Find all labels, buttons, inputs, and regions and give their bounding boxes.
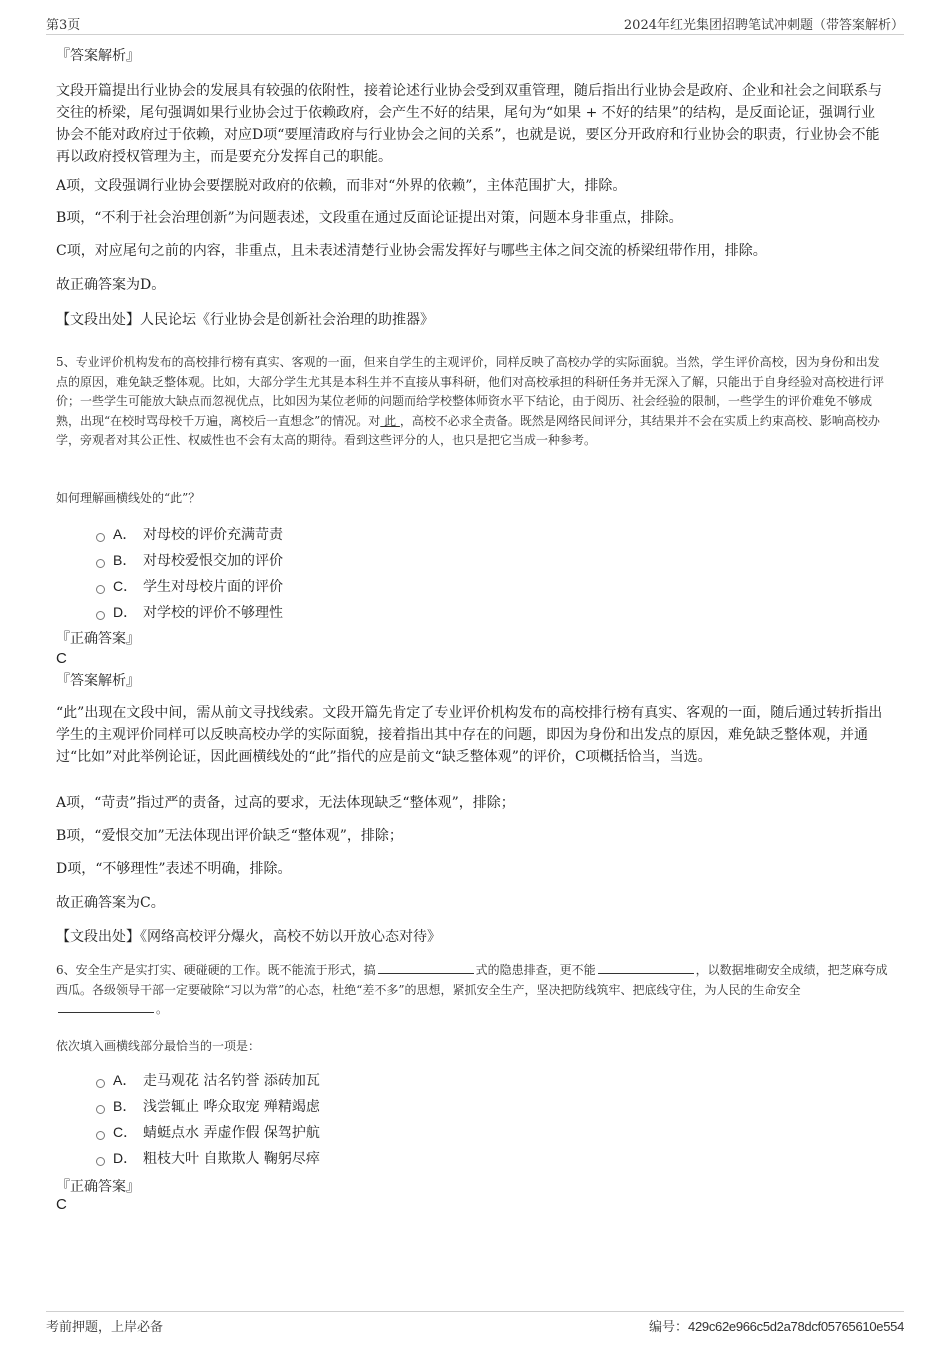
page-footer [46, 1311, 904, 1336]
radio-icon[interactable] [96, 1079, 105, 1088]
radio-icon[interactable] [96, 1105, 105, 1114]
q5-analysis-paragraph: “此”出现在文段中间，需从前文寻找线索。文段开篇先肯定了专业评价机构发布的高校排行榜有真实、客观的一面，随后通过转折指出学生的主观评价同样可以反映高校办学的实际面貌，接着指出其中存在的问题，即因为身份和出发点的原因，难免缺乏整体观，并通过“比如”对此举例论证，因此画横线处的“此”指代的应是前文“缺乏整体观”的评价，C项概括恰当，当选。 [56, 705, 883, 765]
q5-correct-label: 『正确答案』 [56, 631, 140, 647]
q5-options [96, 521, 796, 625]
q6-option-c[interactable]: C． 蜻蜓点水 弄虚作假 保驾护航 [96, 1119, 796, 1145]
fill-blank [58, 1000, 154, 1013]
footer-slogan: 考前押题，上岸必备 [46, 1320, 164, 1335]
q6-correct-answer: C [56, 1196, 67, 1213]
q5-option-c[interactable]: C． 学生对母校片面的评价 [96, 573, 796, 599]
document-code-value: 429c62e966c5d2a78dcf05765610e554 [688, 1319, 904, 1334]
fill-blank [598, 961, 694, 974]
q4-analysis-paragraph: 文段开篇提出行业协会的发展具有较强的依附性，接着论述行业协会受到双重管理，随后指出行业协会是政府、企业和社会之间联系与交往的桥梁，尾句强调如果行业协会过于依赖政府，会产生不好的结果，尾句为“如果 + 不好的结果”的结构，是反面论证，强调行业协会不能对政府过于依赖，对应D项“要厘清政府与行业协会之间的关系”，也就是说，要区分开政府和行业协会的职责，行业协会不能再以政府授权管理为主，而是要充分发挥自己的职能。 [56, 83, 882, 165]
q5-stem [56, 353, 888, 451]
q6-question: 依次填入画横线部分最恰当的一项是： [56, 1039, 261, 1053]
q6-option-d[interactable]: D． 粗枝大叶 自欺欺人 鞠躬尽瘁 [96, 1145, 796, 1171]
q5-option-d-explanation: D项，“不够理性”表述不明确，排除。 [56, 861, 292, 877]
q6-option-a[interactable]: A． 走马观花 沽名钓誉 添砖加瓦 [96, 1067, 796, 1093]
q6-stem: 6、安全生产是实打实、硬碰硬的工作。既不能流于形式，搞 式的隐患排查，更不能 ，以数据堆砌安全成绩，把芝麻夸成西瓜。各级领导干部一定要破除“习以为常”的心态，杜绝“差不多”的思想，紧抓安全生产，坚决把防线筑牢、把底线守住，为人民的生命安全。 [56, 963, 888, 1016]
radio-icon[interactable] [96, 533, 105, 542]
q6-option-b[interactable]: B． 浅尝辄止 哗众取宠 殚精竭虑 [96, 1093, 796, 1119]
radio-icon[interactable] [96, 611, 105, 620]
q4-source: 【文段出处】人民论坛《行业协会是创新社会治理的助推器》 [56, 312, 434, 328]
q5-underlined-word: 此 [380, 413, 400, 428]
q5-option-a-explanation: A项，“苛责”指过严的责备，过高的要求，无法体现缺乏“整体观”，排除； [56, 795, 515, 811]
q5-stem-after: ，高校不必求全责备。既然是网络民间评分，其结果并不会在实质上约束高校、影响高校办学，旁观者对其公正性、权威性也不会有太高的期待。看到这些评分的人，也只是把它当成一种参考。 [56, 413, 880, 447]
radio-icon[interactable] [96, 585, 105, 594]
q5-option-a[interactable]: A． 对母校的评价充满苛责 [96, 521, 796, 547]
q5-conclusion: 故正确答案为C。 [56, 895, 165, 911]
document-code-label: 编号： [649, 1320, 689, 1335]
q5-stem-before: 5、专业评价机构发布的高校排行榜有真实、客观的一面，但来自学生的主观评价，同样反映了高校办学的实际面貌。当然，学生评价高校，因为身份和出发点的原因，难免缺乏整体观。比如，大部分学生尤其是本科生并不直接从事科研，他们对高校承担的科研任务并无深入了解，只能出于自身经验对高校进行评价；一些学生可能放大缺点而忽视优点，比如因为某位老师的问题而给学校整体师资水平下结论，由于阅历、社会经验的限制，一些学生的评价难免不够成熟，出现“在校时骂母校千万遍，离校后一直想念”的情况。对 [56, 355, 885, 428]
document-title: 2024年红光集团招聘笔试冲刺题（带答案解析） [623, 18, 904, 33]
q5-option-b-explanation: B项，“爱恨交加”无法体现出评价缺乏“整体观”，排除； [56, 828, 403, 844]
q5-question: 如何理解画横线处的“此”？ [56, 491, 201, 505]
q4-option-c-explanation: C项，对应尾句之前的内容，非重点，且未表述清楚行业协会需发挥好与哪些主体之间交流的桥梁纽带作用，排除。 [56, 243, 767, 259]
q4-conclusion: 故正确答案为D。 [56, 277, 166, 293]
page-number: 第3页 [46, 18, 81, 33]
radio-icon[interactable] [96, 559, 105, 568]
q5-analysis-label: 『答案解析』 [56, 673, 140, 689]
q6-options [96, 1067, 796, 1171]
q4-option-a-explanation: A项，文段强调行业协会要摆脱对政府的依赖，而非对“外界的依赖”，主体范围扩大，排除。 [56, 178, 627, 194]
page-header [46, 14, 904, 35]
radio-icon[interactable] [96, 1131, 105, 1140]
radio-icon[interactable] [96, 1157, 105, 1166]
q5-source: 【文段出处】《网络高校评分爆火，高校不妨以开放心态对待》 [56, 929, 441, 945]
q5-option-d[interactable]: D． 对学校的评价不够理性 [96, 599, 796, 625]
q5-correct-answer: C [56, 650, 67, 667]
fill-blank [378, 961, 474, 974]
document-code [649, 1316, 904, 1335]
q5-option-b[interactable]: B． 对母校爱恨交加的评价 [96, 547, 796, 573]
q4-analysis-label: 『答案解析』 [56, 48, 140, 64]
q4-option-b-explanation: B项，“不利于社会治理创新”为问题表述，文段重在通过反面论证提出对策，问题本身非重点，排除。 [56, 210, 683, 226]
q6-correct-label: 『正确答案』 [56, 1179, 140, 1195]
